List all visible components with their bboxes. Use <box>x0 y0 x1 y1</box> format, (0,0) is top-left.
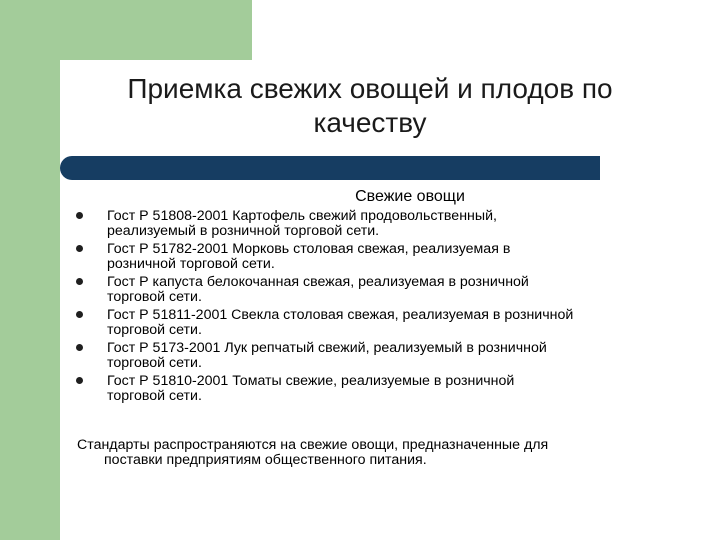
list-item-line2: торговой сети. <box>107 288 202 305</box>
decor-green-left <box>0 0 60 540</box>
slide-subtitle: Свежие овощи <box>355 188 465 205</box>
standards-note <box>77 438 677 468</box>
list-item-line1: Гост Р 51808-2001 Картофель свежий продовольственный, <box>107 208 497 224</box>
bullet-icon <box>76 245 83 252</box>
bullet-icon <box>76 311 83 318</box>
list-item-line1: Гост Р 51782-2001 Морковь столовая свежая, реализуемая в <box>107 241 511 257</box>
list-item-line2: торговой сети. <box>107 321 202 338</box>
list-item-line1: Гост Р 51811-2001 Свекла столовая свежая, реализуемая в розничной <box>107 307 574 323</box>
list-item <box>74 308 684 337</box>
title-line-1: Приемка свежих овощей и плодов по <box>127 73 613 104</box>
slide-title <box>60 72 680 140</box>
list-item <box>74 341 684 370</box>
list-item <box>74 374 684 403</box>
list-item-line1: Гост Р 51810-2001 Томаты свежие, реализуемые в розничной <box>107 373 515 389</box>
bullet-icon <box>76 377 83 384</box>
standards-list <box>74 209 684 407</box>
title-underline-bar <box>60 156 600 180</box>
list-item-line1: Гост Р капуста белокочанная свежая, реализуемая в розничной <box>107 274 529 290</box>
bullet-icon <box>76 278 83 285</box>
list-item-line1: Гост Р 5173-2001 Лук репчатый свежий, реализуемый в розничной <box>107 340 547 356</box>
note-line-1: Стандарты распространяются на свежие овощи, предназначенные для <box>77 437 549 453</box>
note-line-2: поставки предприятиям общественного питания. <box>104 452 427 468</box>
list-item-line2: торговой сети. <box>107 354 202 371</box>
list-item-line2: реализуемый в розничной торговой сети. <box>107 222 380 239</box>
bullet-icon <box>76 212 83 219</box>
list-item <box>74 275 684 304</box>
list-item-line2: торговой сети. <box>107 387 202 404</box>
list-item-line2: розничной торговой сети. <box>107 255 275 272</box>
list-item <box>74 209 684 238</box>
list-item <box>74 242 684 271</box>
bullet-icon <box>76 344 83 351</box>
title-line-2: качеству <box>313 107 427 138</box>
